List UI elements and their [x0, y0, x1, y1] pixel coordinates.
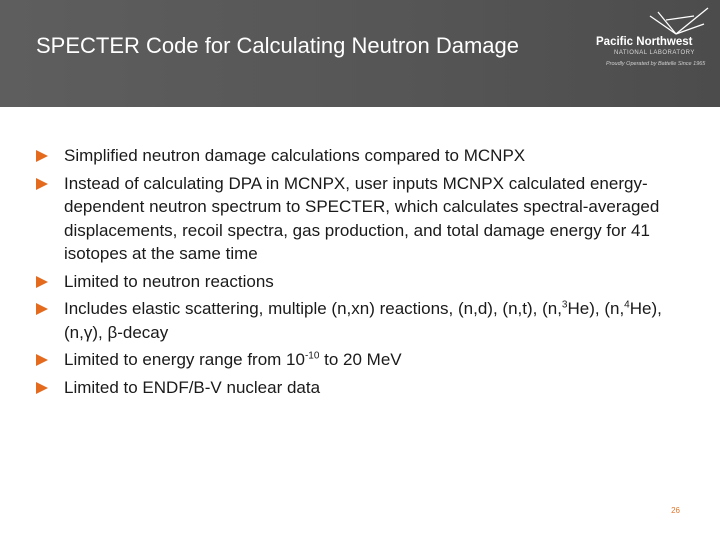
- list-item: [36, 376, 696, 400]
- slide-header: [0, 0, 720, 107]
- list-item: [36, 144, 696, 168]
- triangle-right-icon: [36, 276, 48, 288]
- bullet-text: Simplified neutron damage calculations compared to MCNPX: [64, 146, 526, 165]
- bullet-text: Instead of calculating DPA in MCNPX, user inputs MCNPX calculated energy-dependent neutron spectrum to SPECTER, which calculates spectral-averaged displacements, recoil spectra, gas production, and total damage energy for 41 isotopes at the same time: [64, 173, 660, 263]
- logo-tagline: Proudly Operated by Battelle Since 1965: [606, 61, 706, 67]
- bullet-text-part: He), (n,: [567, 299, 625, 318]
- list-item: [36, 270, 696, 294]
- superscript: -10: [304, 350, 320, 362]
- bullet-list: [36, 144, 696, 403]
- bullet-text: Limited to ENDF/B-V nuclear data: [64, 377, 321, 397]
- bullet-text-part: He), (n,γ), β-decay: [64, 299, 662, 342]
- bullet-text-part: to 20 MeV: [319, 350, 402, 369]
- slide-title: SPECTER Code for Calculating Neutron Damage: [36, 33, 520, 58]
- triangle-right-icon: [36, 303, 48, 315]
- list-item: [36, 348, 696, 372]
- superscript: 4: [624, 299, 630, 311]
- bullet-text: Limited to neutron reactions: [64, 271, 274, 291]
- list-item: [36, 297, 696, 344]
- bullet-text-part: Limited to energy range from 10: [64, 350, 305, 369]
- pnnl-logo: [592, 6, 716, 70]
- logo-name: Pacific Northwest: [596, 36, 693, 48]
- page-number: 26: [671, 506, 680, 515]
- triangle-right-icon: [36, 178, 48, 190]
- bullet-text-part: Includes elastic scattering, multiple (n,xn) reactions, (n,d), (n,t), (n,: [64, 299, 562, 318]
- pnnl-lines-icon: [646, 6, 712, 38]
- logo-subtitle: NATIONAL LABORATORY: [614, 50, 695, 56]
- triangle-right-icon: [36, 354, 48, 366]
- list-item: [36, 172, 696, 266]
- superscript: 3: [561, 299, 568, 311]
- triangle-right-icon: [36, 382, 48, 394]
- triangle-right-icon: [36, 150, 48, 162]
